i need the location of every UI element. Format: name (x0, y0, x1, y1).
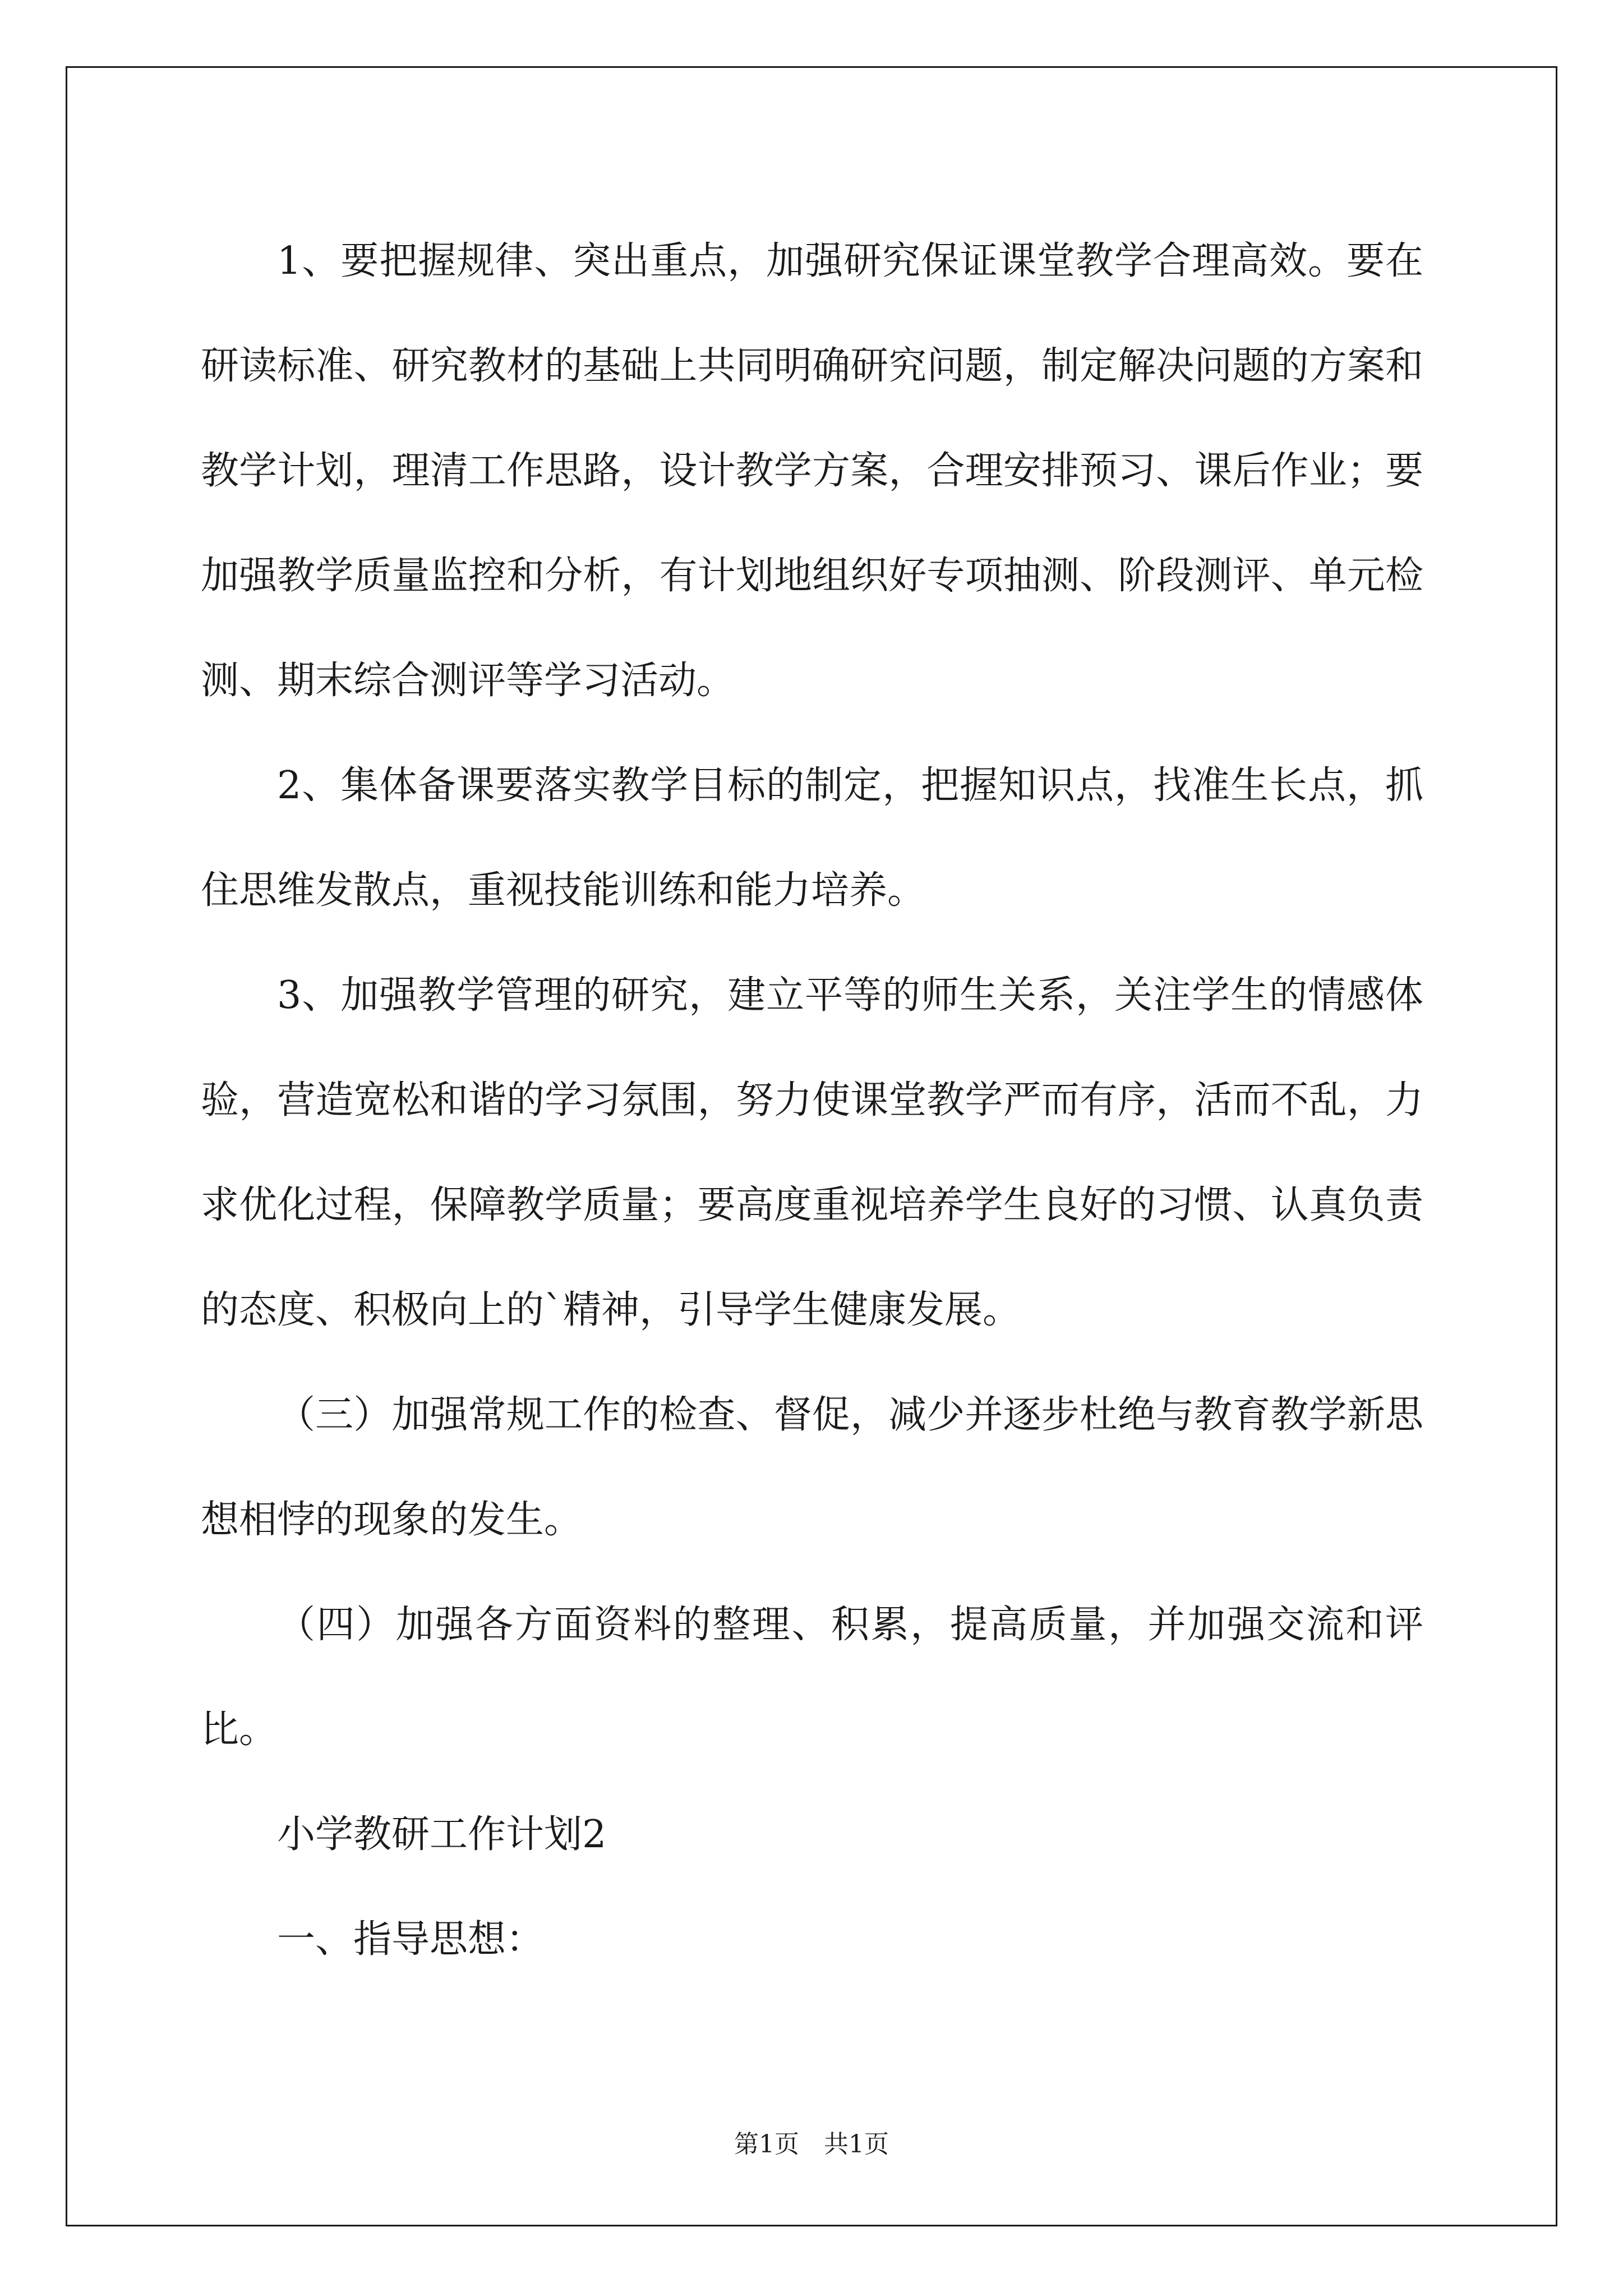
page-footer: 第1页 共1页 (734, 2130, 889, 2159)
document-body (201, 209, 1423, 1992)
section-title: 小学教研工作计划2 (277, 1812, 607, 1857)
paragraph-4: （三）加强常规工作的检查、督促，减少并逐步杜绝与教育教学新思想相悖的现象的发生。 (201, 1393, 1423, 1542)
subheading-guiding-ideology: 一、指导思想： (277, 1917, 545, 1962)
paragraph-1: 1、要把握规律、突出重点，加强研究保证课堂教学合理高效。要在研读标准、研究教材的基础上共同明确研究问题，制定解决问题的方案和教学计划，理清工作思路，设计教学方案，合理安排预习、课后作业；要加强教学质量监控和分析，有计划地组织好专项抽测、阶段测评、单元检测、期末综合测评等学习活动。 (201, 239, 1423, 703)
paragraph-3: 3、加强教学管理的研究，建立平等的师生关系，关注学生的情感体验，营造宽松和谐的学习氛围，努力使课堂教学严而有序，活而不乱，力求优化过程，保障教学质量；要高度重视培养学生良好的习惯、认真负责的态度、积极向上的`精神，引导学生健康发展。 (201, 973, 1423, 1332)
paragraph-5: （四）加强各方面资料的整理、积累，提高质量，并加强交流和评比。 (201, 1603, 1423, 1752)
paragraph-2: 2、集体备课要落实教学目标的制定，把握知识点，找准生长点，抓住思维发散点，重视技能训练和能力培养。 (201, 763, 1423, 913)
